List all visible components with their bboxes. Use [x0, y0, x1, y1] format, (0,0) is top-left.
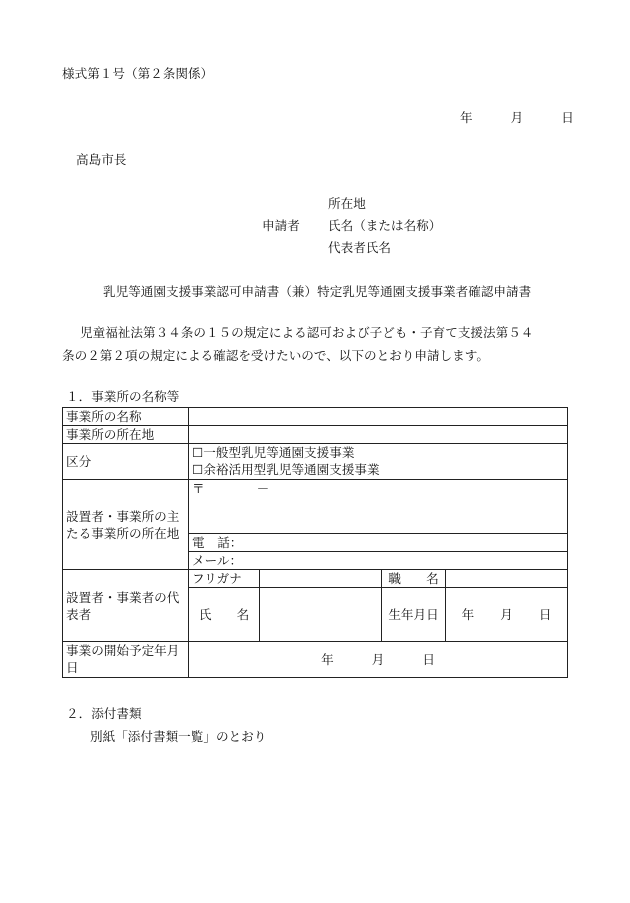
- phone-field[interactable]: [189, 534, 568, 552]
- date-year: 年: [460, 110, 473, 125]
- date-month: 月: [510, 110, 524, 125]
- applicant-label: 申請者: [262, 218, 300, 233]
- start-date-field[interactable]: [189, 642, 568, 678]
- representative-label: 設置者・事業者の代表者: [63, 570, 189, 642]
- section1-heading: １．事業所の名称等: [66, 389, 180, 404]
- category-option-general[interactable]: ☐一般型乳児等通園支援事業: [192, 445, 355, 460]
- facility-name-field[interactable]: [189, 408, 568, 426]
- start-month: 月: [371, 652, 385, 667]
- addressee: 高島市長: [76, 152, 127, 167]
- postal-dash: －: [256, 481, 270, 496]
- furigana-field[interactable]: [260, 570, 382, 588]
- attachments-note: 別紙「添付書類一覧」のとおり: [90, 729, 267, 744]
- date-day: 日: [561, 110, 574, 125]
- email-field[interactable]: [189, 552, 568, 570]
- category-options: [189, 444, 568, 480]
- founder-address-label: 設置者・事業所の主たる事業所の所在地: [63, 480, 189, 570]
- phone-label: 電 話：: [192, 535, 243, 550]
- category-option-surplus[interactable]: ☐余裕活用型乳児等通園支援事業: [192, 462, 380, 477]
- body-line-2: 条の２第２項の規定による確認を受けたいので、以下のとおり申請します。: [62, 348, 489, 363]
- category-label: 区分: [63, 444, 189, 480]
- birthdate-field[interactable]: [446, 588, 568, 642]
- facility-address-field[interactable]: [189, 426, 568, 444]
- start-day: 日: [422, 652, 435, 667]
- section2-heading: ２．添付書類: [66, 706, 142, 721]
- position-label: 職 名: [382, 570, 446, 588]
- applicant-representative-label: 代表者氏名: [328, 240, 391, 255]
- document-title: 乳児等通園支援事業認可申請書（兼）特定乳児等通園支援事業者確認申請書: [103, 284, 532, 299]
- facility-address-label: 事業所の所在地: [63, 426, 189, 444]
- applicant-address-label: 所在地: [328, 196, 366, 211]
- position-field[interactable]: [446, 570, 568, 588]
- date-line: [460, 110, 574, 126]
- name-label: 氏 名: [189, 588, 260, 642]
- email-label: メール：: [192, 553, 243, 568]
- birth-year: 年: [461, 607, 475, 622]
- founder-address-field[interactable]: [189, 480, 568, 534]
- start-date-label: 事業の開始予定年月日: [63, 642, 189, 678]
- applicant-name-label: 氏名（または名称）: [328, 218, 442, 233]
- start-year: 年: [321, 652, 334, 667]
- birthdate-label: 生年月日: [382, 588, 446, 642]
- form-number: 様式第１号（第２条関係）: [62, 66, 214, 81]
- birth-month: 月: [500, 607, 513, 622]
- birth-day: 日: [538, 607, 552, 622]
- facility-table: [62, 407, 568, 678]
- facility-name-label: 事業所の名称: [63, 408, 189, 426]
- postal-mark: 〒: [192, 481, 205, 496]
- body-line-1: 児童福祉法第３４条の１５の規定による認可および子ども・子育て支援法第５４: [80, 325, 534, 340]
- furigana-label: フリガナ: [189, 570, 260, 588]
- name-field[interactable]: [260, 588, 382, 642]
